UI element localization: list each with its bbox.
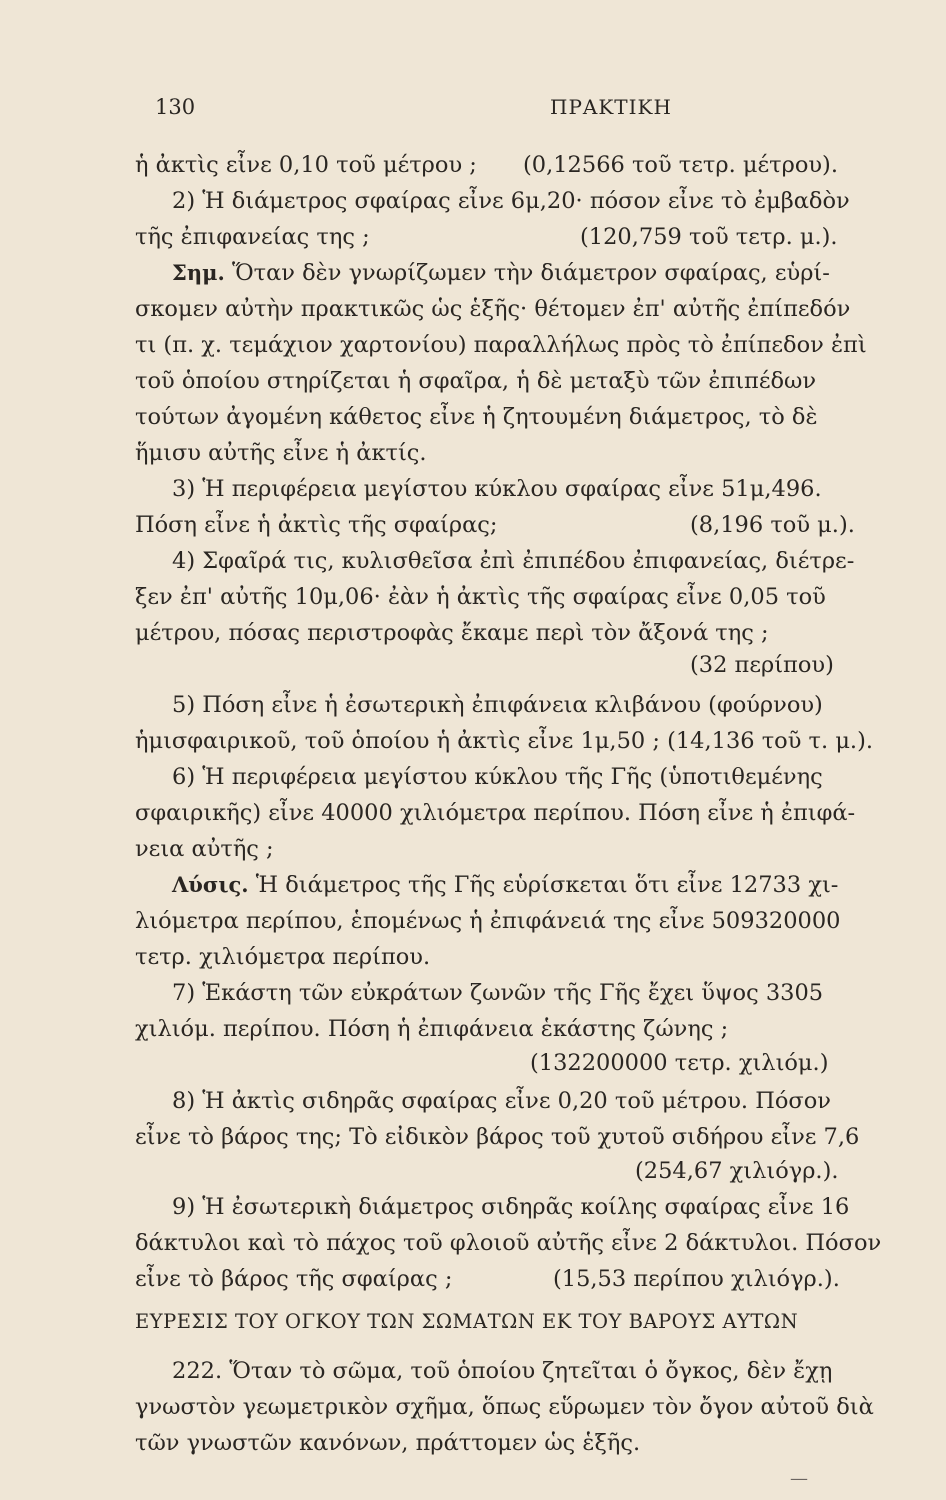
text-line: [135, 1428, 895, 1458]
line-text: τετρ. χιλιόμετρα περίπου.: [135, 944, 431, 970]
text-line: [135, 834, 895, 864]
line-text: 5) Πόση εἶνε ἡ ἐσωτερικὴ ἐπιφάνεια κλιβάνου (φούρνου): [172, 692, 823, 718]
answer: (132200000 τετρ. χιλιόμ.): [530, 1050, 829, 1076]
line-text: Πόση εἶνε ἡ ἀκτὶς τῆς σφαίρας;: [135, 512, 498, 538]
text-line: [172, 258, 892, 288]
line-text: τι (π. χ. τεμάχιον χαρτονίου) παραλλήλως πρὸς τὸ ἐπίπεδον ἐπὶ: [135, 332, 867, 358]
text-line: [172, 870, 892, 900]
text-line: [135, 1392, 895, 1422]
line-text: 8) Ἡ ἀκτὶς σιδηρᾶς σφαίρας εἶνε 0,20 τοῦ μέτρου. Πόσον: [172, 1088, 831, 1114]
text-line: [135, 294, 895, 324]
line-text: Ὅταν δὲν γνωρίζωμεν τὴν διάμετρον σφαίρας, εὑρί-: [231, 260, 830, 286]
text-line: [135, 582, 895, 612]
text-line: [135, 438, 895, 468]
line-text: τούτων ἀγομένη κάθετος εἶνε ἡ ζητουμένη διάμετρος, τὸ δὲ: [135, 404, 818, 430]
line-text: 2) Ἡ διάμετρος σφαίρας εἶνε 6μ,20· πόσον εἶνε τὸ ἐμβαδὸν: [172, 188, 850, 214]
answer: (8,196 τοῦ μ.).: [690, 512, 855, 538]
line-text: γνωστὸν γεωμετρικὸν σχῆμα, ὅπως εὕρωμεν τὸν ὄγον αὐτοῦ διὰ: [135, 1394, 874, 1420]
page-header: [130, 95, 886, 125]
text-line: [135, 798, 895, 828]
text-line: [172, 1086, 892, 1116]
running-title: ΠΡΑΚΤΙΚΗ: [550, 95, 672, 119]
text-line: [172, 186, 892, 216]
section-title: ΕΥΡΕΣΙΣ ΤΟΥ ΟΓΚΟΥ ΤΩΝ ΣΩΜΑΤΩΝ ΕΚ ΤΟΥ ΒΑΡΟΥΣ ΑΥΤΩΝ: [135, 1310, 799, 1333]
line-text: λιόμετρα περίπου, ἑπομένως ἡ ἐπιφάνειά της εἶνε 509320000: [135, 908, 841, 934]
page-number: 130: [155, 95, 196, 119]
line-text: εἶνε τὸ βάρος τῆς σφαίρας ;: [135, 1266, 453, 1292]
text-line: [135, 618, 895, 648]
text-line: [172, 546, 892, 576]
text-line: [135, 726, 895, 756]
line-text: τῆς ἐπιφανείας της ;: [135, 224, 370, 250]
line-text: 7) Ἑκάστη τῶν εὐκράτων ζωνῶν τῆς Γῆς ἔχει ὕψος 3305: [172, 980, 824, 1006]
text-line: [172, 474, 892, 504]
line-text: μέτρου, πόσας περιστροφὰς ἔκαμε περὶ τὸν ἄξονά της ;: [135, 620, 769, 646]
text-line: [135, 1122, 895, 1152]
line-text: σκομεν αὐτὴν πρακτικῶς ὡς ἑξῆς· θέτομεν ἐπ' αὐτῆς ἐπίπεδόν: [135, 296, 851, 322]
text-line: [172, 762, 892, 792]
line-text: τῶν γνωστῶν κανόνων, πράττομεν ὡς ἑξῆς.: [135, 1430, 641, 1456]
text-line: [172, 1192, 892, 1222]
line-text: χιλιόμ. περίπου. Πόση ἡ ἐπιφάνεια ἑκάστης ζώνης ;: [135, 1016, 729, 1042]
line-text: 4) Σφαῖρά τις, κυλισθεῖσα ἐπὶ ἐπιπέδου ἐπιφανείας, διέτρε-: [172, 548, 855, 574]
text-line: [135, 402, 895, 432]
line-text: νεια αὐτῆς ;: [135, 836, 274, 862]
text-line: [135, 366, 895, 396]
solution-label: Λύσις.: [172, 872, 249, 897]
corner-mark: —: [790, 1468, 808, 1489]
text-line: [135, 222, 895, 252]
text-line: [135, 906, 895, 936]
line-text: ἡ ἀκτὶς εἶνε 0,10 τοῦ μέτρου ;: [135, 152, 477, 178]
line-text: 222. Ὅταν τὸ σῶμα, τοῦ ὁποίου ζητεῖται ὁ ὄγκος, δὲν ἔχῃ: [172, 1358, 833, 1384]
text-line: [135, 1228, 895, 1258]
line-text: εἶνε τὸ βάρος της; Τὸ εἰδικὸν βάρος τοῦ χυτοῦ σιδήρου εἶνε 7,6: [135, 1124, 860, 1150]
answer: (0,12566 τοῦ τετρ. μέτρου).: [523, 152, 838, 178]
line-text: τοῦ ὁποίου στηρίζεται ἡ σφαῖρα, ἡ δὲ μεταξὺ τῶν ἐπιπέδων: [135, 368, 817, 394]
note-label: Σημ.: [172, 260, 225, 285]
line-text: 3) Ἡ περιφέρεια μεγίστου κύκλου σφαίρας εἶνε 51μ,496.: [172, 476, 822, 502]
line-text: ἥμισυ αὐτῆς εἶνε ἡ ἀκτίς.: [135, 440, 427, 466]
line-text: δάκτυλοι καὶ τὸ πάχος τοῦ φλοιοῦ αὐτῆς εἶνε 2 δάκτυλοι. Πόσον: [135, 1230, 882, 1256]
line-text: Ἡ διάμετρος τῆς Γῆς εὑρίσκεται ὅτι εἶνε 12733 χι-: [255, 872, 839, 898]
text-line: [135, 150, 895, 180]
text-line: [172, 1356, 892, 1386]
answer: (120,759 τοῦ τετρ. μ.).: [580, 224, 838, 250]
text-line: [172, 978, 892, 1008]
answer: (254,67 χιλιόγρ.).: [635, 1158, 839, 1184]
answer: (32 περίπου): [690, 652, 834, 678]
text-line: [135, 942, 895, 972]
line-text: σφαιρικῆς) εἶνε 40000 χιλιόμετρα περίπου. Πόση εἶνε ἡ ἐπιφά-: [135, 800, 856, 826]
line-text: ἡμισφαιρικοῦ, τοῦ ὁποίου ἡ ἀκτὶς εἶνε 1μ,50 ; (14,136 τοῦ τ. μ.).: [135, 728, 874, 754]
text-line: [135, 1014, 895, 1044]
text-line: [135, 330, 895, 360]
line-text: 6) Ἡ περιφέρεια μεγίστου κύκλου τῆς Γῆς (ὑποτιθεμένης: [172, 764, 823, 790]
text-line: [135, 510, 895, 540]
answer: (15,53 περίπου χιλιόγρ.).: [553, 1266, 840, 1292]
line-text: 9) Ἡ ἐσωτερικὴ διάμετρος σιδηρᾶς κοίλης σφαίρας εἶνε 16: [172, 1194, 850, 1220]
text-line: [172, 690, 892, 720]
text-line: [135, 1264, 895, 1294]
line-text: ξεν ἐπ' αὐτῆς 10μ,06· ἐὰν ἡ ἀκτὶς τῆς σφαίρας εἶνε 0,05 τοῦ: [135, 584, 826, 610]
